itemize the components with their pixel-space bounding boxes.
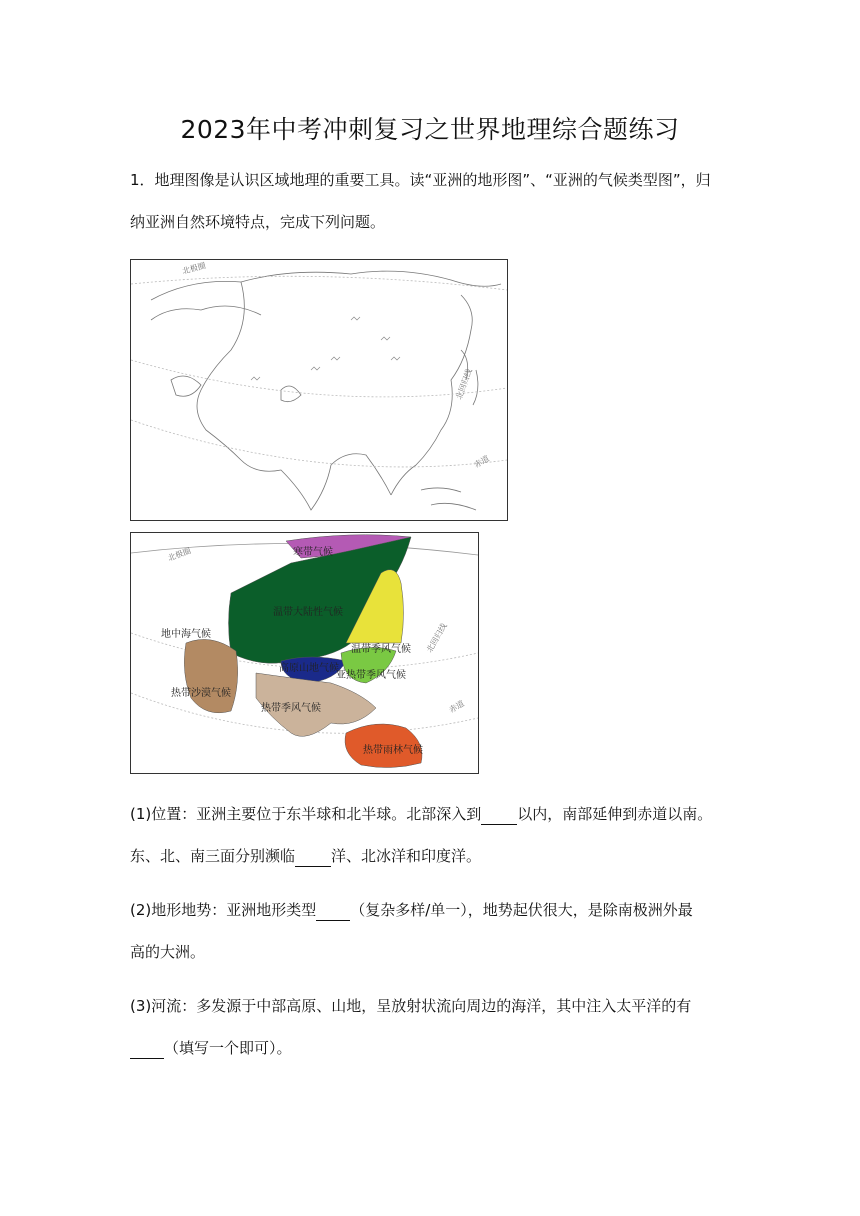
answer-blank[interactable] <box>481 804 517 825</box>
page-title: 2023年中考冲刺复习之世界地理综合题练习 <box>180 115 680 144</box>
region-tropical-desert <box>184 639 237 712</box>
sub-question-3-line-2: （填写一个即可）。 <box>130 1038 740 1059</box>
asia-climate-map <box>130 532 479 774</box>
sub-question-1-line-2: 东、北、南三面分别濒临 洋、北冰洋和印度洋。 <box>130 847 482 865</box>
answer-blank[interactable] <box>295 846 331 867</box>
equator-label: 赤道 <box>472 453 491 470</box>
label-tropical-rainforest: 热带雨林气候 <box>363 745 423 756</box>
label-subtropical-monsoon: 亚热带季风气候 <box>336 670 406 681</box>
sub-question-2-line-2: 高的大洲。 <box>130 943 206 961</box>
question-1-line-2: 纳亚洲自然环境特点，完成下列问题。 <box>130 213 386 231</box>
label-temperate-continental: 温带大陆性气候 <box>273 607 343 618</box>
label-subarctic: 寒带气候 <box>293 547 333 558</box>
tropic-of-cancer-label: 北回归线 <box>454 367 474 401</box>
label-tropical-desert: 热带沙漠气候 <box>171 688 231 699</box>
tropic-of-cancer-label: 北回归线 <box>424 621 449 654</box>
sub-question-1-line-1: (1)位置：亚洲主要位于东半球和北半球。北部深入到 以内，南部延伸到赤道以南。 <box>130 805 713 823</box>
answer-blank[interactable] <box>316 900 350 921</box>
label-mediterranean: 地中海气候 <box>161 629 211 640</box>
label-plateau: 高原山地气候 <box>279 663 339 674</box>
label-temperate-monsoon: 温带季风气候 <box>351 644 411 655</box>
answer-blank[interactable] <box>130 1038 164 1059</box>
arctic-circle-label: 北极圈 <box>166 546 193 563</box>
sub-question-3-line-1: (3)河流：多发源于中部高原、山地，呈放射状流向周边的海洋，其中注入太平洋的有 <box>130 997 692 1015</box>
arctic-circle-label: 北极圈 <box>181 261 207 276</box>
equator-label: 赤道 <box>447 698 466 715</box>
sub-question-2-line-1: (2)地形地势：亚洲地形类型 （复杂多样/单一），地势起伏很大，是除南极洲外最 <box>130 901 693 919</box>
asia-terrain-map <box>130 259 508 521</box>
label-tropical-monsoon: 热带季风气候 <box>261 703 321 714</box>
question-1-line-1: 1．地理图像是认识区域地理的重要工具。读“亚洲的地形图”、“亚洲的气候类型图”，归 <box>130 171 711 189</box>
